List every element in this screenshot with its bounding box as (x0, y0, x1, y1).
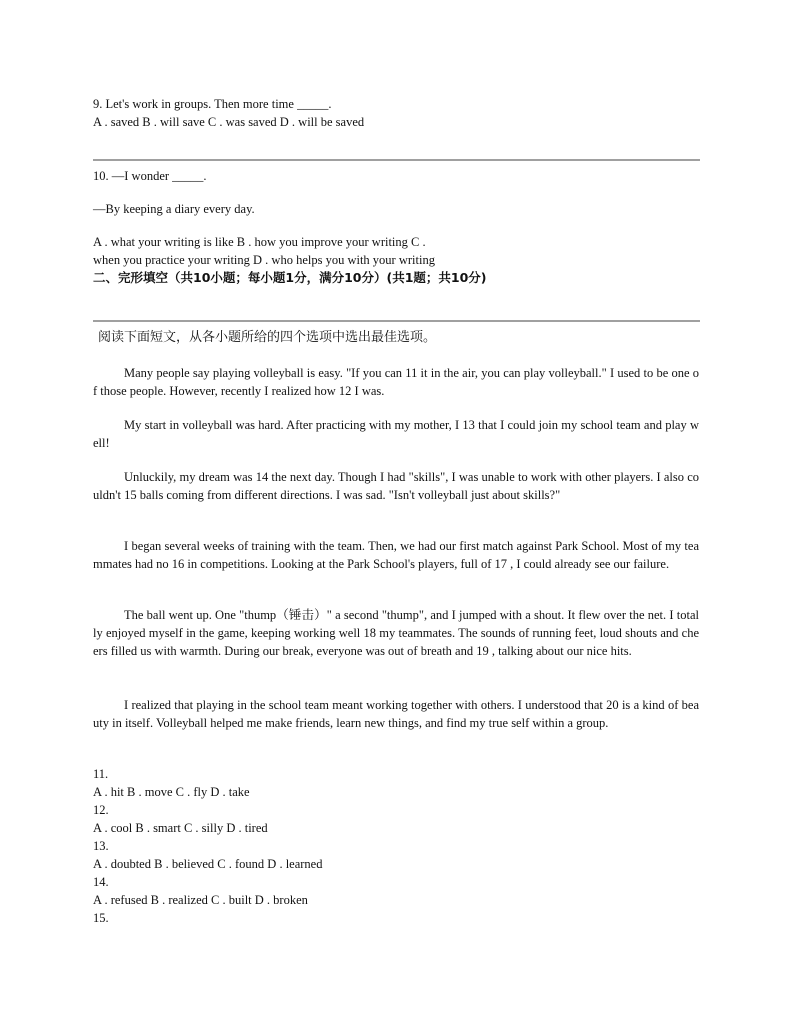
divider (93, 320, 700, 322)
question-options: A . refused B . realized C . built D . broken (93, 893, 308, 907)
question-number: 15. (93, 911, 109, 925)
question-number: 14. (93, 875, 109, 889)
passage-paragraph-5: The ball went up. One "thump（锤击）" a second "thump", and I jumped with a shout. It flew over the net. I totally enjoyed myself in the game, keeping working well 18 my teammates. The sounds of running feet, loud shouts and cheers filled us with warmth. During our break, everyone was out of breath and 19 , talking about our nice hits. (93, 608, 699, 658)
passage-paragraph-4: I began several weeks of training with the team. Then, we had our first match against Park School. Most of my teammates had no 16 in competitions. Looking at the Park School's players, full of 17 , I could already see our failure. (93, 539, 699, 571)
q10-options-line2: when you practice your writing D . who helps you with your writing (93, 253, 435, 267)
passage-paragraph-2: My start in volleyball was hard. After practicing with my mother, I 13 that I could join my school team and play well! (93, 418, 699, 450)
question-number: 12. (93, 803, 109, 817)
q9-stem: 9. Let's work in groups. Then more time _____. (93, 97, 332, 111)
question-options: A . doubted B . believed C . found D . learned (93, 857, 323, 871)
question-number: 13. (93, 839, 109, 853)
passage-paragraph-3: Unluckily, my dream was 14 the next day. Though I had "skills", I was unable to work with other players. I also couldn't 15 balls coming from different directions. I was sad. "Isn't volleyball just about skills?" (93, 470, 699, 502)
question-options: A . cool B . smart C . silly D . tired (93, 821, 268, 835)
question-number: 11. (93, 767, 109, 781)
q10-stem: 10. —I wonder _____. (93, 169, 207, 183)
instruction: 阅读下面短文，从各小题所给的四个选项中选出最佳选项。 (98, 330, 437, 345)
passage-paragraph-6: I realized that playing in the school team meant working together with others. I understood that 20 is a kind of beauty in itself. Volleyball helped me make friends, learn new things, and find my true self within a group. (93, 698, 699, 730)
q10-reply: —By keeping a diary every day. (93, 202, 255, 216)
section-heading: 二、完形填空（共10小题；每小题1分，满分10分）(共1题；共10分) (93, 270, 487, 285)
divider (93, 159, 700, 161)
q10-options-line1: A . what your writing is like B . how you improve your writing C . (93, 235, 426, 249)
q9-options: A . saved B . will save C . was saved D . will be saved (93, 115, 365, 129)
passage-paragraph-1: Many people say playing volleyball is easy. "If you can 11 it in the air, you can play volleyball." I used to be one of those people. However, recently I realized how 12 I was. (93, 366, 699, 398)
question-options: A . hit B . move C . fly D . take (93, 785, 250, 799)
